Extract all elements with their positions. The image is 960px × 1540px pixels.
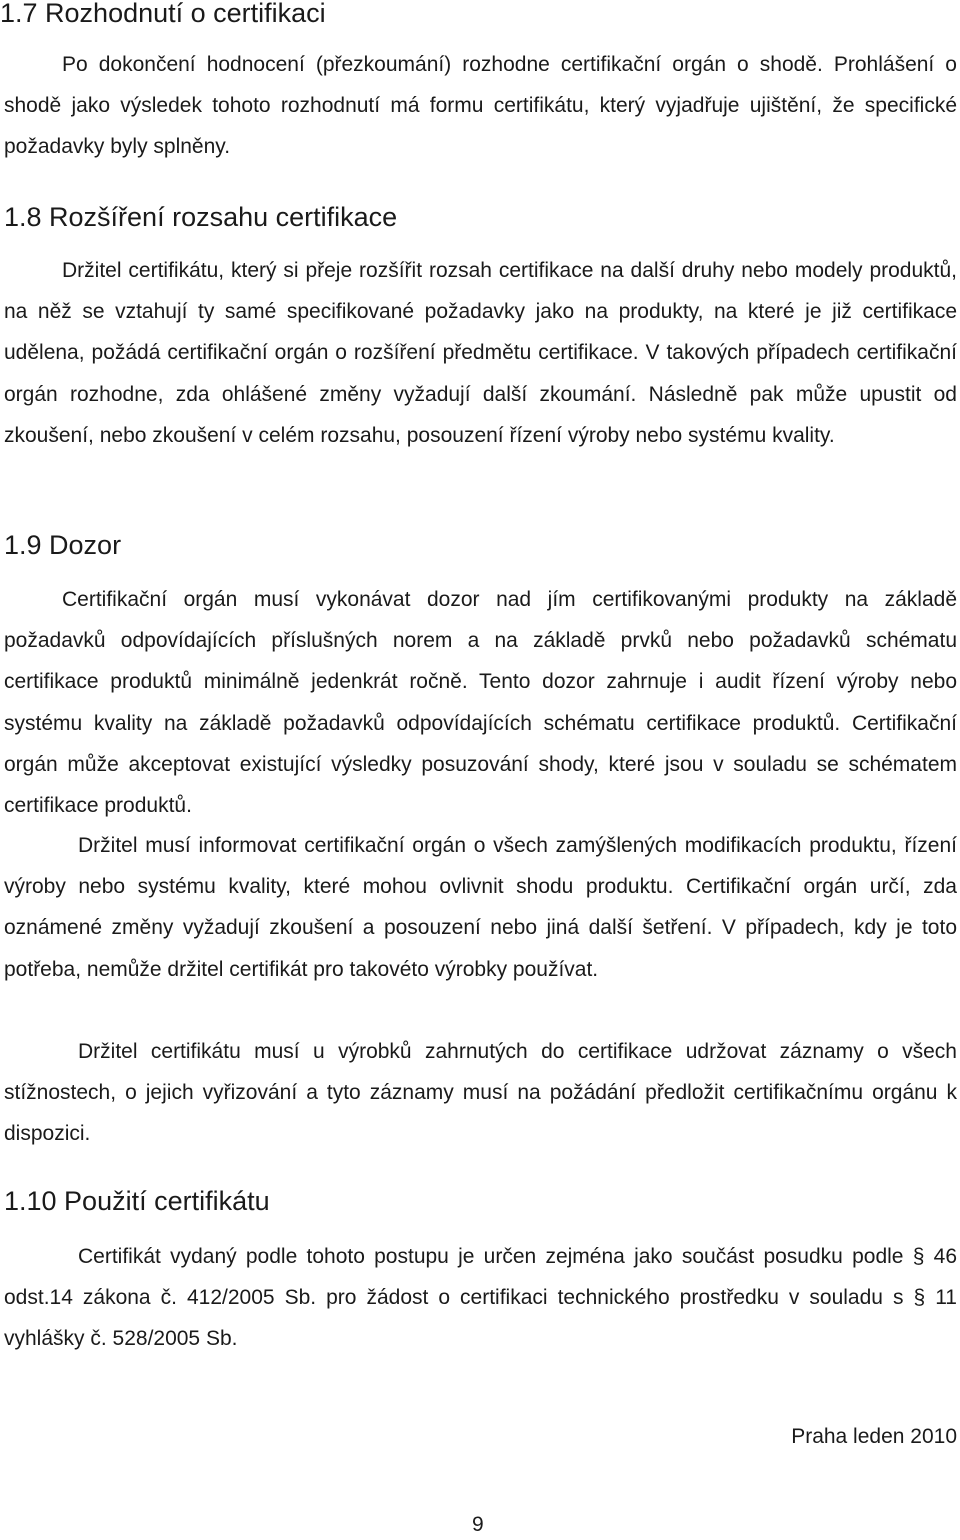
paragraph-1-9-dozor: Certifikační orgán musí vykonávat dozor nad jím certifikovanými produkty na základě požadavků odpovídajících příslušných norem a na základě prvků nebo požadavků schématu certifikace produktů minimálně jedenkrát ročně. Tento dozor zahrnuje i audit řízení výroby nebo systému kvality na základě požadavků odpovídajících schématu certifikace produktů. Certifikační orgán může akceptovat existující výsledky posuzování shody, které jsou v souladu se schématem certifikace produktů. — [4, 588, 957, 818]
paragraph-1-8: Držitel certifikátu, který si přeje rozšířit rozsah certifikace na další druhy nebo modely produktů, na něž se vztahují ty samé specifikované požadavky jako na produkty, na které je již certifikace udělena, požádá certifikační orgán o rozšíření předmětu certifikace. V takových případech certifikační orgán rozhodne, zda ohlášené změny vyžadují další zkoumání. Následně pak může upustit od zkoušení, nebo zkoušení v celém rozsahu, posouzení řízení výroby nebo systému kvality. — [4, 259, 957, 447]
paragraph-1-7: Po dokončení hodnocení (přezkoumání) rozhodne certifikační orgán o shodě. Prohlášení o shodě jako výsledek tohoto rozhodnutí má formu certifikátu, který vyjadřuje ujištění, že specifické požadavky byly splněny. — [4, 53, 957, 159]
section-heading-1-7: 1.7 Rozhodnutí o certifikaci — [0, 0, 326, 28]
place-and-date: Praha leden 2010 — [791, 1425, 957, 1448]
section-heading-1-9: 1.9 Dozor — [4, 530, 122, 560]
section-heading-1-8: 1.8 Rozšíření rozsahu certifikace — [4, 202, 398, 232]
paragraph-1-10: Certifikát vydaný podle tohoto postupu je určen zejména jako součást posudku podle § 46 odst.14 zákona č. 412/2005 Sb. pro žádost o certifikaci technického prostředku v souladu s § 11 vyhlášky č. 528/2005 Sb. — [4, 1245, 957, 1351]
page-number: 9 — [472, 1513, 484, 1536]
paragraph-1-9-modifikace: Držitel musí informovat certifikační orgán o všech zamýšlených modifikacích produktu, řízení výroby nebo systému kvality, které mohou ovlivnit shodu produktu. Certifikační orgán určí, zda oznámené změny vyžadují zkoušení a posouzení nebo jiná další šetření. V případech, kdy je toto potřeba, nemůže držitel certifikát pro takovéto výrobky používat. — [4, 834, 957, 981]
paragraph-1-9-zaznamy: Držitel certifikátu musí u výrobků zahrnutých do certifikace udržovat záznamy o všech stížnostech, o jejich vyřizování a tyto záznamy musí na požádání předložit certifikačnímu orgánu k dispozici. — [4, 1040, 957, 1146]
section-heading-1-10: 1.10 Použití certifikátu — [4, 1186, 270, 1216]
